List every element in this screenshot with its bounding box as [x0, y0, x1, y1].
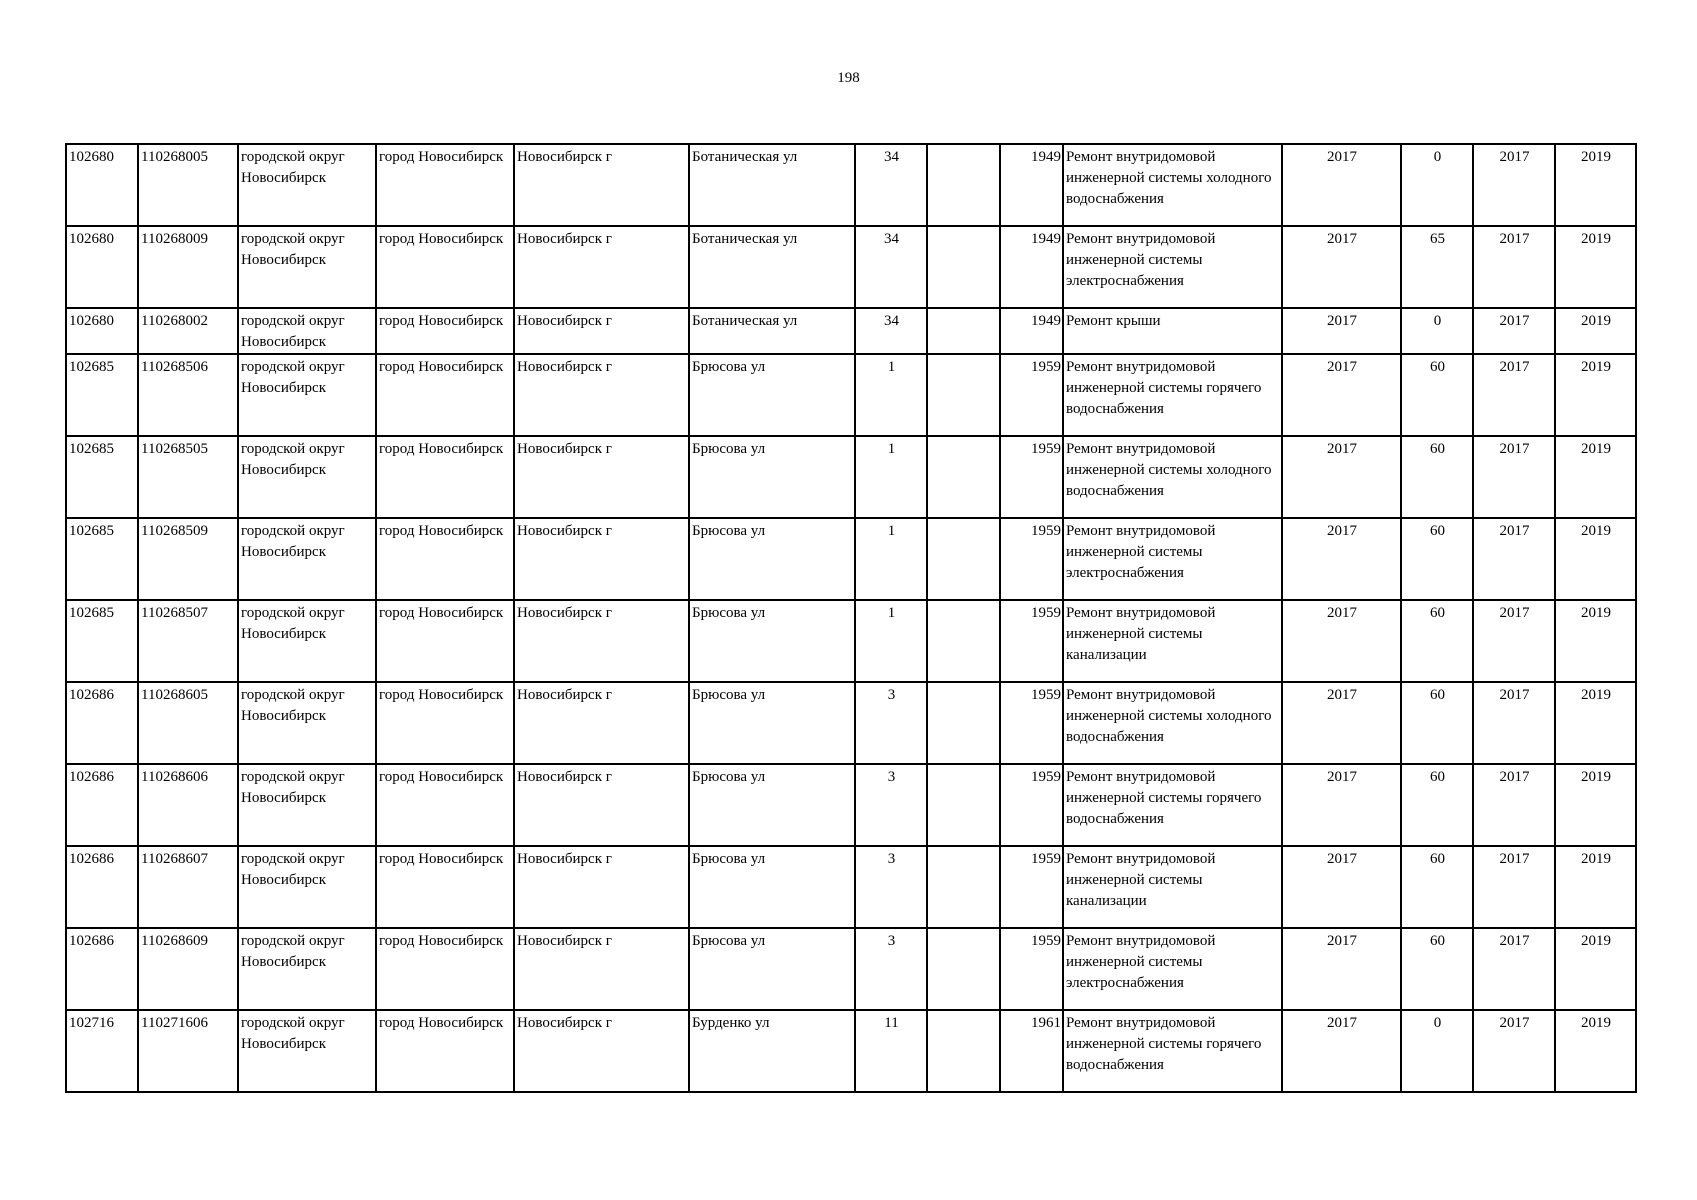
house-id-cell: 102716	[66, 1010, 138, 1092]
locality-cell: Новосибирск г	[514, 308, 689, 354]
street-cell: Брюсова ул	[689, 682, 855, 764]
building-cell	[927, 846, 1000, 928]
street-cell: Ботаническая ул	[689, 144, 855, 226]
locality-cell: Новосибирск г	[514, 1010, 689, 1092]
house-number-cell: 1	[855, 600, 927, 682]
wear-percent-cell: 0	[1401, 308, 1473, 354]
settlement-cell: город Новосибирск	[376, 1010, 514, 1092]
settlement-cell: город Новосибирск	[376, 226, 514, 308]
build-year-cell: 1949	[1000, 226, 1063, 308]
house-number-cell: 34	[855, 144, 927, 226]
wear-percent-cell: 65	[1401, 226, 1473, 308]
house-id-cell: 102680	[66, 308, 138, 354]
work-id-cell: 110271606	[138, 1010, 238, 1092]
settlement-cell: город Новосибирск	[376, 600, 514, 682]
plan-end-year-cell: 2019	[1555, 308, 1636, 354]
build-year-cell: 1959	[1000, 846, 1063, 928]
build-year-cell: 1959	[1000, 436, 1063, 518]
locality-cell: Новосибирск г	[514, 764, 689, 846]
municipality-cell: городской округ Новосибирск	[238, 600, 376, 682]
street-cell: Брюсова ул	[689, 518, 855, 600]
plan-end-year-cell: 2019	[1555, 144, 1636, 226]
build-year-cell: 1959	[1000, 764, 1063, 846]
house-id-cell: 102680	[66, 226, 138, 308]
street-cell: Ботаническая ул	[689, 226, 855, 308]
work-id-cell: 110268606	[138, 764, 238, 846]
work-type-cell: Ремонт крыши	[1063, 308, 1282, 354]
wear-percent-cell: 60	[1401, 518, 1473, 600]
repair-year-cell: 2017	[1282, 518, 1401, 600]
work-type-cell: Ремонт внутридомовой инженерной системы электроснабжения	[1063, 928, 1282, 1010]
table-row	[66, 436, 1636, 518]
house-id-cell: 102686	[66, 846, 138, 928]
repair-year-cell: 2017	[1282, 1010, 1401, 1092]
build-year-cell: 1959	[1000, 518, 1063, 600]
house-id-cell: 102680	[66, 144, 138, 226]
wear-percent-cell: 60	[1401, 682, 1473, 764]
plan-start-year-cell: 2017	[1473, 928, 1555, 1010]
build-year-cell: 1949	[1000, 144, 1063, 226]
plan-end-year-cell: 2019	[1555, 600, 1636, 682]
building-cell	[927, 226, 1000, 308]
plan-start-year-cell: 2017	[1473, 226, 1555, 308]
work-id-cell: 110268609	[138, 928, 238, 1010]
plan-end-year-cell: 2019	[1555, 682, 1636, 764]
municipality-cell: городской округ Новосибирск	[238, 518, 376, 600]
work-type-cell: Ремонт внутридомовой инженерной системы электроснабжения	[1063, 226, 1282, 308]
municipality-cell: городской округ Новосибирск	[238, 226, 376, 308]
house-number-cell: 1	[855, 436, 927, 518]
table-row	[66, 928, 1636, 1010]
house-number-cell: 1	[855, 354, 927, 436]
plan-start-year-cell: 2017	[1473, 308, 1555, 354]
work-id-cell: 110268009	[138, 226, 238, 308]
street-cell: Брюсова ул	[689, 764, 855, 846]
repair-year-cell: 2017	[1282, 600, 1401, 682]
locality-cell: Новосибирск г	[514, 144, 689, 226]
locality-cell: Новосибирск г	[514, 928, 689, 1010]
build-year-cell: 1959	[1000, 600, 1063, 682]
settlement-cell: город Новосибирск	[376, 764, 514, 846]
municipality-cell: городской округ Новосибирск	[238, 682, 376, 764]
locality-cell: Новосибирск г	[514, 518, 689, 600]
settlement-cell: город Новосибирск	[376, 928, 514, 1010]
build-year-cell: 1949	[1000, 308, 1063, 354]
build-year-cell: 1961	[1000, 1010, 1063, 1092]
plan-end-year-cell: 2019	[1555, 928, 1636, 1010]
building-cell	[927, 308, 1000, 354]
settlement-cell: город Новосибирск	[376, 144, 514, 226]
house-id-cell: 102685	[66, 436, 138, 518]
repair-year-cell: 2017	[1282, 144, 1401, 226]
house-id-cell: 102685	[66, 600, 138, 682]
work-id-cell: 110268002	[138, 308, 238, 354]
municipality-cell: городской округ Новосибирск	[238, 846, 376, 928]
plan-start-year-cell: 2017	[1473, 354, 1555, 436]
settlement-cell: город Новосибирск	[376, 518, 514, 600]
repair-year-cell: 2017	[1282, 682, 1401, 764]
house-id-cell: 102685	[66, 354, 138, 436]
plan-start-year-cell: 2017	[1473, 764, 1555, 846]
repair-year-cell: 2017	[1282, 226, 1401, 308]
plan-start-year-cell: 2017	[1473, 846, 1555, 928]
repair-year-cell: 2017	[1282, 846, 1401, 928]
street-cell: Брюсова ул	[689, 436, 855, 518]
work-type-cell: Ремонт внутридомовой инженерной системы горячего водоснабжения	[1063, 764, 1282, 846]
settlement-cell: город Новосибирск	[376, 846, 514, 928]
table-row	[66, 308, 1636, 354]
house-id-cell: 102686	[66, 764, 138, 846]
house-number-cell: 34	[855, 308, 927, 354]
work-id-cell: 110268505	[138, 436, 238, 518]
page-number: 198	[837, 70, 860, 86]
locality-cell: Новосибирск г	[514, 226, 689, 308]
municipality-cell: городской округ Новосибирск	[238, 308, 376, 354]
street-cell: Бурденко ул	[689, 1010, 855, 1092]
building-cell	[927, 1010, 1000, 1092]
plan-end-year-cell: 2019	[1555, 436, 1636, 518]
build-year-cell: 1959	[1000, 928, 1063, 1010]
table-row	[66, 518, 1636, 600]
building-cell	[927, 764, 1000, 846]
work-type-cell: Ремонт внутридомовой инженерной системы канализации	[1063, 600, 1282, 682]
street-cell: Брюсова ул	[689, 354, 855, 436]
building-cell	[927, 436, 1000, 518]
plan-start-year-cell: 2017	[1473, 144, 1555, 226]
street-cell: Брюсова ул	[689, 928, 855, 1010]
table-row	[66, 846, 1636, 928]
work-id-cell: 110268605	[138, 682, 238, 764]
locality-cell: Новосибирск г	[514, 354, 689, 436]
build-year-cell: 1959	[1000, 354, 1063, 436]
table-row	[66, 600, 1636, 682]
building-cell	[927, 518, 1000, 600]
street-cell: Брюсова ул	[689, 600, 855, 682]
settlement-cell: город Новосибирск	[376, 436, 514, 518]
table-row	[66, 354, 1636, 436]
building-cell	[927, 682, 1000, 764]
house-number-cell: 34	[855, 226, 927, 308]
wear-percent-cell: 0	[1401, 1010, 1473, 1092]
building-cell	[927, 144, 1000, 226]
wear-percent-cell: 60	[1401, 846, 1473, 928]
municipality-cell: городской округ Новосибирск	[238, 354, 376, 436]
repair-year-cell: 2017	[1282, 308, 1401, 354]
building-cell	[927, 600, 1000, 682]
municipality-cell: городской округ Новосибирск	[238, 144, 376, 226]
municipality-cell: городской округ Новосибирск	[238, 764, 376, 846]
wear-percent-cell: 60	[1401, 600, 1473, 682]
wear-percent-cell: 60	[1401, 436, 1473, 518]
plan-end-year-cell: 2019	[1555, 764, 1636, 846]
work-id-cell: 110268506	[138, 354, 238, 436]
municipality-cell: городской округ Новосибирск	[238, 436, 376, 518]
settlement-cell: город Новосибирск	[376, 682, 514, 764]
table-row	[66, 226, 1636, 308]
building-cell	[927, 354, 1000, 436]
house-id-cell: 102685	[66, 518, 138, 600]
work-type-cell: Ремонт внутридомовой инженерной системы горячего водоснабжения	[1063, 354, 1282, 436]
house-number-cell: 1	[855, 518, 927, 600]
house-number-cell: 3	[855, 846, 927, 928]
house-id-cell: 102686	[66, 928, 138, 1010]
wear-percent-cell: 0	[1401, 144, 1473, 226]
municipality-cell: городской округ Новосибирск	[238, 1010, 376, 1092]
settlement-cell: город Новосибирск	[376, 354, 514, 436]
work-id-cell: 110268509	[138, 518, 238, 600]
repair-year-cell: 2017	[1282, 436, 1401, 518]
table-row	[66, 1010, 1636, 1092]
plan-end-year-cell: 2019	[1555, 354, 1636, 436]
house-number-cell: 11	[855, 1010, 927, 1092]
repair-year-cell: 2017	[1282, 354, 1401, 436]
street-cell: Ботаническая ул	[689, 308, 855, 354]
locality-cell: Новосибирск г	[514, 436, 689, 518]
capital-repair-table	[65, 143, 1637, 1093]
street-cell: Брюсова ул	[689, 846, 855, 928]
plan-start-year-cell: 2017	[1473, 518, 1555, 600]
work-id-cell: 110268507	[138, 600, 238, 682]
plan-start-year-cell: 2017	[1473, 600, 1555, 682]
wear-percent-cell: 60	[1401, 764, 1473, 846]
house-number-cell: 3	[855, 928, 927, 1010]
wear-percent-cell: 60	[1401, 354, 1473, 436]
work-type-cell: Ремонт внутридомовой инженерной системы электроснабжения	[1063, 518, 1282, 600]
plan-end-year-cell: 2019	[1555, 1010, 1636, 1092]
work-type-cell: Ремонт внутридомовой инженерной системы канализации	[1063, 846, 1282, 928]
work-type-cell: Ремонт внутридомовой инженерной системы холодного водоснабжения	[1063, 436, 1282, 518]
work-type-cell: Ремонт внутридомовой инженерной системы холодного водоснабжения	[1063, 144, 1282, 226]
house-number-cell: 3	[855, 764, 927, 846]
plan-start-year-cell: 2017	[1473, 682, 1555, 764]
work-type-cell: Ремонт внутридомовой инженерной системы холодного водоснабжения	[1063, 682, 1282, 764]
wear-percent-cell: 60	[1401, 928, 1473, 1010]
work-id-cell: 110268005	[138, 144, 238, 226]
house-number-cell: 3	[855, 682, 927, 764]
settlement-cell: город Новосибирск	[376, 308, 514, 354]
plan-end-year-cell: 2019	[1555, 846, 1636, 928]
repair-year-cell: 2017	[1282, 764, 1401, 846]
table-row	[66, 144, 1636, 226]
plan-end-year-cell: 2019	[1555, 226, 1636, 308]
locality-cell: Новосибирск г	[514, 846, 689, 928]
plan-start-year-cell: 2017	[1473, 1010, 1555, 1092]
table-row	[66, 682, 1636, 764]
house-id-cell: 102686	[66, 682, 138, 764]
build-year-cell: 1959	[1000, 682, 1063, 764]
repair-year-cell: 2017	[1282, 928, 1401, 1010]
table-body	[66, 144, 1636, 1092]
locality-cell: Новосибирск г	[514, 682, 689, 764]
work-id-cell: 110268607	[138, 846, 238, 928]
locality-cell: Новосибирск г	[514, 600, 689, 682]
building-cell	[927, 928, 1000, 1010]
table-row	[66, 764, 1636, 846]
work-type-cell: Ремонт внутридомовой инженерной системы горячего водоснабжения	[1063, 1010, 1282, 1092]
plan-end-year-cell: 2019	[1555, 518, 1636, 600]
plan-start-year-cell: 2017	[1473, 436, 1555, 518]
municipality-cell: городской округ Новосибирск	[238, 928, 376, 1010]
